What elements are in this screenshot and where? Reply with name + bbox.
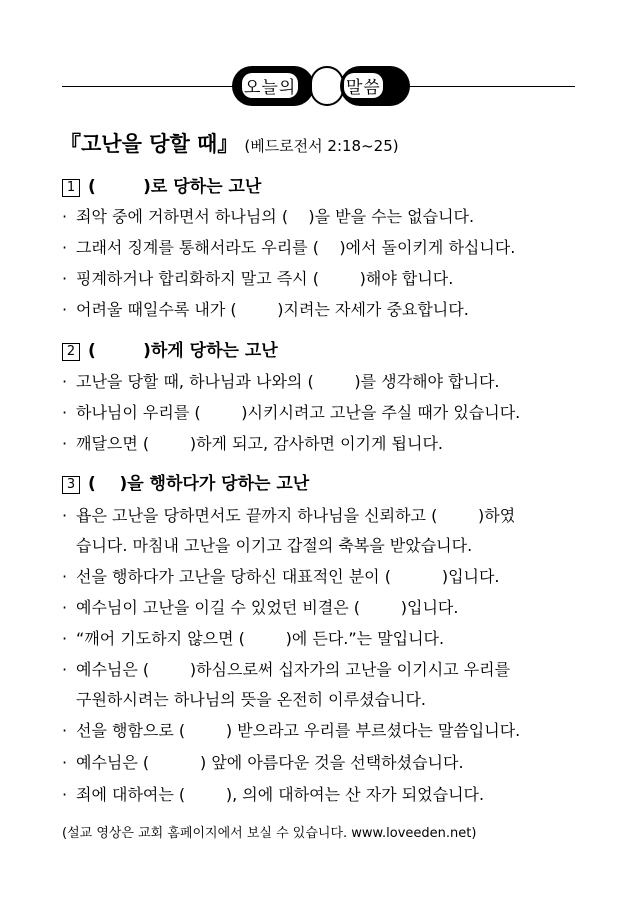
list-item-text: 욥은 고난을 당하면서도 끝까지 하나님을 신뢰하고 ( )하였 bbox=[76, 506, 516, 525]
section-heading-text: ( )하게 당하는 고난 bbox=[88, 341, 278, 361]
bullet-dot: · bbox=[62, 598, 68, 617]
sermon-title bbox=[60, 128, 399, 158]
list-item bbox=[62, 204, 474, 227]
bullet-dot: · bbox=[62, 506, 68, 525]
list-item-text: 예수님은 ( )하심으로써 십자가의 고난을 이기시고 우리를 bbox=[76, 660, 511, 679]
bullet-dot: · bbox=[62, 269, 68, 288]
header-word-left: 오늘의 bbox=[242, 73, 298, 98]
title-main: 『고난을 당할 때』 bbox=[60, 132, 239, 156]
header-pill-middle bbox=[310, 66, 344, 106]
list-item-text: 그래서 징계를 통해서라도 우리를 ( )에서 돌이키게 하십니다. bbox=[76, 238, 516, 257]
section-3-heading bbox=[62, 469, 309, 494]
list-item bbox=[62, 564, 500, 587]
list-item bbox=[62, 750, 464, 773]
bullet-dot: · bbox=[62, 300, 68, 319]
section-heading-text: ( )을 행하다가 당하는 고난 bbox=[88, 474, 310, 494]
bullet-dot: · bbox=[62, 403, 68, 422]
footer-note: (설교 영상은 교회 홈페이지에서 보실 수 있습니다. www.loveeden.net) bbox=[62, 826, 477, 841]
bullet-dot: · bbox=[62, 372, 68, 391]
list-item-text: 고난을 당할 때, 하나님과 나와의 ( )를 생각해야 합니다. bbox=[76, 372, 500, 391]
section-number: 2 bbox=[62, 343, 80, 361]
section-number: 1 bbox=[62, 179, 80, 197]
header-rule-left bbox=[62, 86, 234, 87]
list-item bbox=[62, 431, 443, 454]
bullet-dot: · bbox=[62, 721, 68, 740]
list-item-text: 선을 행함으로 ( ) 받으라고 우리를 부르셨다는 말씀입니다. bbox=[76, 721, 521, 740]
bullet-dot: · bbox=[62, 567, 68, 586]
header-banner bbox=[0, 64, 636, 110]
list-item-continuation: 구원하시려는 하나님의 뜻을 온전히 이루셨습니다. bbox=[76, 690, 427, 709]
list-item bbox=[62, 782, 484, 805]
list-item-text: 죄악 중에 거하면서 하나님의 ( )을 받을 수는 없습니다. bbox=[76, 207, 475, 226]
section-1-heading bbox=[62, 172, 261, 197]
list-item bbox=[62, 657, 510, 680]
section-number: 3 bbox=[62, 476, 80, 494]
list-item bbox=[62, 266, 453, 289]
title-reference: (베드로전서 2:18~25) bbox=[244, 137, 399, 155]
list-item bbox=[62, 503, 515, 526]
list-item bbox=[62, 369, 500, 392]
bullet-dot: · bbox=[62, 207, 68, 226]
list-item bbox=[62, 718, 520, 741]
list-item-text: 어려울 때일수록 내가 ( )지려는 자세가 중요합니다. bbox=[76, 300, 469, 319]
bullet-dot: · bbox=[62, 629, 68, 648]
header-pills bbox=[232, 64, 412, 110]
list-item-continuation: 습니다. 마침내 고난을 이기고 갑절의 축복을 받았습니다. bbox=[76, 536, 473, 555]
list-item-text: 선을 행하다가 고난을 당하신 대표적인 분이 ( )입니다. bbox=[76, 567, 500, 586]
list-item-text: 핑계하거나 합리화하지 말고 즉시 ( )해야 합니다. bbox=[76, 269, 454, 288]
bullet-dot: · bbox=[62, 238, 68, 257]
list-item-text: “깨어 기도하지 않으면 ( )에 든다.”는 말입니다. bbox=[76, 629, 445, 648]
bullet-dot: · bbox=[62, 753, 68, 772]
list-item bbox=[62, 235, 515, 258]
bullet-dot: · bbox=[62, 434, 68, 453]
list-item-text: 깨달으면 ( )하게 되고, 감사하면 이기게 됩니다. bbox=[76, 434, 443, 453]
list-item-text: 하나님이 우리를 ( )시키시려고 고난을 주실 때가 있습니다. bbox=[76, 403, 521, 422]
section-2-heading bbox=[62, 336, 278, 361]
bullet-dot: · bbox=[62, 660, 68, 679]
list-item bbox=[62, 595, 458, 618]
list-item bbox=[62, 297, 469, 320]
list-item-text: 예수님은 ( ) 앞에 아름다운 것을 선택하셨습니다. bbox=[76, 753, 464, 772]
list-item bbox=[62, 626, 444, 649]
section-heading-text: ( )로 당하는 고난 bbox=[88, 177, 262, 197]
list-item bbox=[62, 400, 520, 423]
header-word-right: 말씀 bbox=[344, 73, 383, 98]
list-item-text: 예수님이 고난을 이길 수 있었던 비결은 ( )입니다. bbox=[76, 598, 459, 617]
bullet-dot: · bbox=[62, 785, 68, 804]
header-rule-right bbox=[405, 86, 575, 87]
list-item-text: 죄에 대하여는 ( ), 의에 대하여는 산 자가 되었습니다. bbox=[76, 785, 485, 804]
